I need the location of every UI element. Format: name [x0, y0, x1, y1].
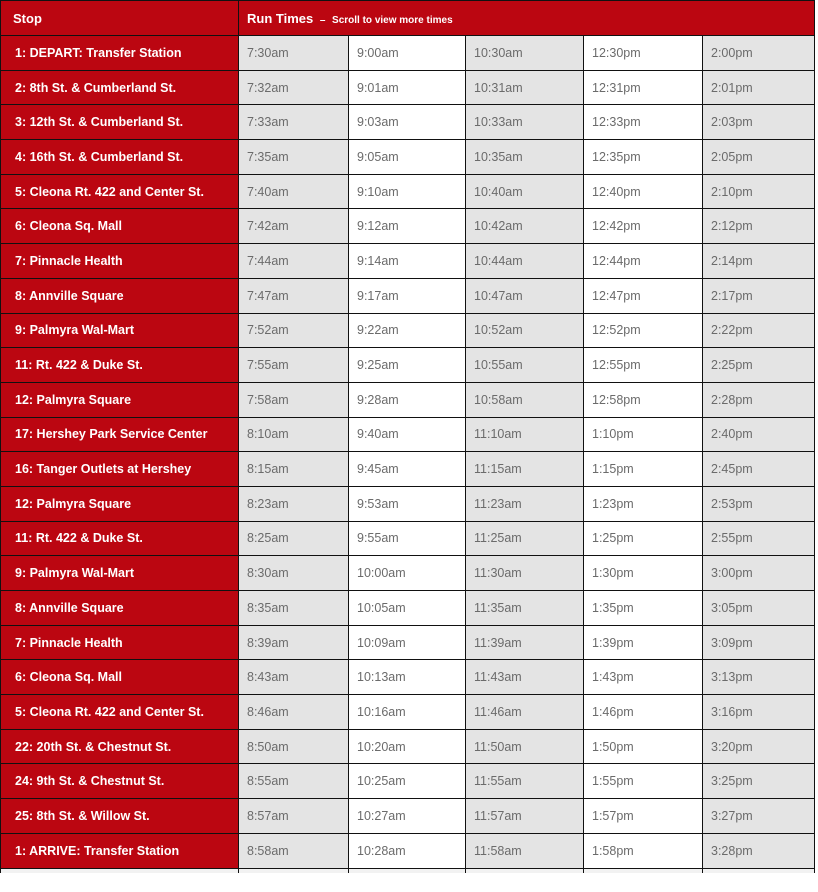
- run-time-cell: 12:58pm: [584, 382, 703, 417]
- run-time-cell: 12:33pm: [584, 105, 703, 140]
- stop-name-cell: 5: Cleona Rt. 422 and Center St.: [1, 695, 239, 730]
- run-time-cell: 3:09pm: [703, 625, 815, 660]
- stop-name-cell: 7: Pinnacle Health: [1, 625, 239, 660]
- run-time-cell: 2:53pm: [703, 486, 815, 521]
- table-row: [1, 729, 815, 764]
- run-time-cell: 10:47am: [466, 278, 584, 313]
- run-time-cell: 7:40am: [239, 174, 349, 209]
- run-time-cell: 7:33am: [239, 105, 349, 140]
- run-time-cell: 11:57am: [466, 799, 584, 834]
- run-time-cell: 9:53am: [349, 486, 466, 521]
- run-time-cell: 7:32am: [239, 70, 349, 105]
- run-time-cell: 2:00pm: [703, 36, 815, 71]
- table-row: [1, 799, 815, 834]
- stop-name-cell: 16: Tanger Outlets at Hershey: [1, 452, 239, 487]
- run-time-cell: 10:16am: [349, 695, 466, 730]
- run-time-cell: 11:39am: [466, 625, 584, 660]
- run-time-cell: 9:17am: [349, 278, 466, 313]
- run-time-cell: 2:22pm: [703, 313, 815, 348]
- run-time-cell: 10:42am: [466, 209, 584, 244]
- run-time-cell: 12:55pm: [584, 348, 703, 383]
- run-time-cell: 1:30pm: [584, 556, 703, 591]
- table-row: [1, 764, 815, 799]
- run-time-cell: 1:25pm: [584, 521, 703, 556]
- run-time-cell: 2:55pm: [703, 521, 815, 556]
- run-time-cell: 12:52pm: [584, 313, 703, 348]
- run-time-cell: 9:22am: [349, 313, 466, 348]
- run-time-cell: 3:13pm: [703, 660, 815, 695]
- partial-cell: [584, 868, 703, 873]
- run-time-cell: 8:57am: [239, 799, 349, 834]
- stop-name-cell: 5: Cleona Rt. 422 and Center St.: [1, 174, 239, 209]
- run-time-cell: 2:45pm: [703, 452, 815, 487]
- run-time-cell: 7:52am: [239, 313, 349, 348]
- run-time-cell: 2:17pm: [703, 278, 815, 313]
- run-time-cell: 9:00am: [349, 36, 466, 71]
- run-time-cell: 1:46pm: [584, 695, 703, 730]
- run-time-cell: 1:39pm: [584, 625, 703, 660]
- stop-name-cell: 11: Rt. 422 & Duke St.: [1, 521, 239, 556]
- run-time-cell: 2:03pm: [703, 105, 815, 140]
- run-time-cell: 10:44am: [466, 244, 584, 279]
- run-time-cell: 7:44am: [239, 244, 349, 279]
- run-time-cell: 7:30am: [239, 36, 349, 71]
- run-time-cell: 1:50pm: [584, 729, 703, 764]
- run-time-cell: 1:43pm: [584, 660, 703, 695]
- run-time-cell: 2:14pm: [703, 244, 815, 279]
- stop-name-cell: 12: Palmyra Square: [1, 486, 239, 521]
- run-time-cell: 2:40pm: [703, 417, 815, 452]
- run-time-cell: 8:15am: [239, 452, 349, 487]
- table-row: [1, 695, 815, 730]
- run-time-cell: 10:28am: [349, 833, 466, 868]
- table-row: [1, 452, 815, 487]
- scroll-hint: Scroll to view more times: [332, 14, 453, 26]
- run-time-cell: 12:40pm: [584, 174, 703, 209]
- run-time-cell: 3:27pm: [703, 799, 815, 834]
- run-time-cell: 3:25pm: [703, 764, 815, 799]
- stop-name-cell: 17: Hershey Park Service Center: [1, 417, 239, 452]
- table-row: [1, 660, 815, 695]
- run-time-cell: 10:20am: [349, 729, 466, 764]
- run-time-cell: 8:50am: [239, 729, 349, 764]
- run-times-column-header: [239, 1, 815, 36]
- run-time-cell: 9:28am: [349, 382, 466, 417]
- run-time-cell: 7:35am: [239, 140, 349, 175]
- run-time-cell: 10:58am: [466, 382, 584, 417]
- run-time-cell: 3:20pm: [703, 729, 815, 764]
- run-time-cell: 7:55am: [239, 348, 349, 383]
- run-time-cell: 10:35am: [466, 140, 584, 175]
- stop-name-cell: 2: 8th St. & Cumberland St.: [1, 70, 239, 105]
- run-time-cell: 1:55pm: [584, 764, 703, 799]
- run-time-cell: 3:28pm: [703, 833, 815, 868]
- run-time-cell: 8:23am: [239, 486, 349, 521]
- run-time-cell: 9:25am: [349, 348, 466, 383]
- table-row: [1, 521, 815, 556]
- stop-name-cell: 9: Palmyra Wal-Mart: [1, 556, 239, 591]
- stop-name-cell: 12: Palmyra Square: [1, 382, 239, 417]
- run-time-cell: 8:43am: [239, 660, 349, 695]
- run-time-cell: 10:30am: [466, 36, 584, 71]
- run-time-cell: 11:10am: [466, 417, 584, 452]
- run-time-cell: 8:46am: [239, 695, 349, 730]
- stop-name-cell: 11: Rt. 422 & Duke St.: [1, 348, 239, 383]
- run-time-cell: 10:09am: [349, 625, 466, 660]
- run-time-cell: 12:31pm: [584, 70, 703, 105]
- run-time-cell: 11:50am: [466, 729, 584, 764]
- run-time-cell: 10:55am: [466, 348, 584, 383]
- run-time-cell: 8:25am: [239, 521, 349, 556]
- run-time-cell: 12:47pm: [584, 278, 703, 313]
- run-time-cell: 12:42pm: [584, 209, 703, 244]
- table-row: [1, 244, 815, 279]
- run-time-cell: 8:58am: [239, 833, 349, 868]
- run-time-cell: 10:27am: [349, 799, 466, 834]
- table-row: [1, 70, 815, 105]
- stop-name-cell: 6: Cleona Sq. Mall: [1, 660, 239, 695]
- run-time-cell: 11:25am: [466, 521, 584, 556]
- stop-name-cell: 6: Cleona Sq. Mall: [1, 209, 239, 244]
- run-time-cell: 10:40am: [466, 174, 584, 209]
- partial-cell: [1, 868, 239, 873]
- partial-cell: [349, 868, 466, 873]
- run-time-cell: 10:00am: [349, 556, 466, 591]
- run-time-cell: 12:30pm: [584, 36, 703, 71]
- run-time-cell: 11:43am: [466, 660, 584, 695]
- run-time-cell: 2:01pm: [703, 70, 815, 105]
- run-time-cell: 7:58am: [239, 382, 349, 417]
- run-time-cell: 10:13am: [349, 660, 466, 695]
- run-time-cell: 2:12pm: [703, 209, 815, 244]
- table-row: [1, 36, 815, 71]
- run-time-cell: 1:15pm: [584, 452, 703, 487]
- run-time-cell: 10:25am: [349, 764, 466, 799]
- stop-name-cell: 24: 9th St. & Chestnut St.: [1, 764, 239, 799]
- table-row: [1, 105, 815, 140]
- run-time-cell: 11:15am: [466, 452, 584, 487]
- table-row: [1, 833, 815, 868]
- run-time-cell: 12:44pm: [584, 244, 703, 279]
- run-time-cell: 11:23am: [466, 486, 584, 521]
- run-time-cell: 11:55am: [466, 764, 584, 799]
- run-time-cell: 9:12am: [349, 209, 466, 244]
- stop-name-cell: 25: 8th St. & Willow St.: [1, 799, 239, 834]
- run-time-cell: 11:58am: [466, 833, 584, 868]
- run-time-cell: 8:10am: [239, 417, 349, 452]
- run-times-header-label: Run Times: [247, 10, 314, 26]
- table-row: [1, 556, 815, 591]
- run-time-cell: 9:45am: [349, 452, 466, 487]
- partial-cell: [466, 868, 584, 873]
- run-time-cell: 12:35pm: [584, 140, 703, 175]
- stop-name-cell: 4: 16th St. & Cumberland St.: [1, 140, 239, 175]
- run-time-cell: 11:35am: [466, 591, 584, 626]
- stop-header-label: Stop: [13, 10, 42, 26]
- stop-name-cell: 3: 12th St. & Cumberland St.: [1, 105, 239, 140]
- run-time-cell: 3:05pm: [703, 591, 815, 626]
- header-separator: –: [319, 14, 326, 26]
- run-time-cell: 9:01am: [349, 70, 466, 105]
- stop-name-cell: 1: ARRIVE: Transfer Station: [1, 833, 239, 868]
- table-row: [1, 625, 815, 660]
- run-time-cell: 10:05am: [349, 591, 466, 626]
- table-row: [1, 348, 815, 383]
- run-time-cell: 1:58pm: [584, 833, 703, 868]
- table-row: [1, 417, 815, 452]
- run-time-cell: 8:35am: [239, 591, 349, 626]
- run-time-cell: 7:47am: [239, 278, 349, 313]
- run-time-cell: 10:33am: [466, 105, 584, 140]
- stop-name-cell: 7: Pinnacle Health: [1, 244, 239, 279]
- run-time-cell: 1:23pm: [584, 486, 703, 521]
- table-row: [1, 313, 815, 348]
- stop-name-cell: 22: 20th St. & Chestnut St.: [1, 729, 239, 764]
- stop-name-cell: 8: Annville Square: [1, 591, 239, 626]
- run-time-cell: 9:40am: [349, 417, 466, 452]
- run-time-cell: 2:28pm: [703, 382, 815, 417]
- table-row-partial: [1, 868, 815, 873]
- run-time-cell: 8:55am: [239, 764, 349, 799]
- stop-column-header: [1, 1, 239, 36]
- table-row: [1, 209, 815, 244]
- table-row: [1, 382, 815, 417]
- partial-cell: [239, 868, 349, 873]
- run-time-cell: 10:52am: [466, 313, 584, 348]
- table-header-row: [1, 1, 815, 36]
- run-time-cell: 11:30am: [466, 556, 584, 591]
- run-time-cell: 10:31am: [466, 70, 584, 105]
- run-time-cell: 8:39am: [239, 625, 349, 660]
- run-time-cell: 9:03am: [349, 105, 466, 140]
- run-time-cell: 7:42am: [239, 209, 349, 244]
- table-row: [1, 486, 815, 521]
- run-time-cell: 3:16pm: [703, 695, 815, 730]
- run-time-cell: 8:30am: [239, 556, 349, 591]
- run-time-cell: 9:55am: [349, 521, 466, 556]
- partial-cell: [703, 868, 815, 873]
- table-row: [1, 591, 815, 626]
- stop-name-cell: 8: Annville Square: [1, 278, 239, 313]
- run-time-cell: 1:35pm: [584, 591, 703, 626]
- run-time-cell: 9:10am: [349, 174, 466, 209]
- table-row: [1, 140, 815, 175]
- run-time-cell: 9:14am: [349, 244, 466, 279]
- table-row: [1, 174, 815, 209]
- run-time-cell: 1:57pm: [584, 799, 703, 834]
- run-time-cell: 9:05am: [349, 140, 466, 175]
- run-time-cell: 2:05pm: [703, 140, 815, 175]
- stop-name-cell: 1: DEPART: Transfer Station: [1, 36, 239, 71]
- stop-name-cell: 9: Palmyra Wal-Mart: [1, 313, 239, 348]
- run-time-cell: 3:00pm: [703, 556, 815, 591]
- schedule-body[interactable]: [1, 36, 815, 873]
- table-row: [1, 278, 815, 313]
- run-time-cell: 1:10pm: [584, 417, 703, 452]
- run-time-cell: 11:46am: [466, 695, 584, 730]
- run-time-cell: 2:10pm: [703, 174, 815, 209]
- run-time-cell: 2:25pm: [703, 348, 815, 383]
